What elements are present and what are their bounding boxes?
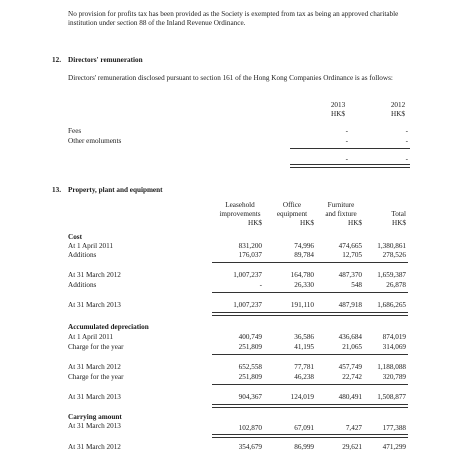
- cell: 904,367: [238, 393, 262, 401]
- cell: 12,705: [342, 251, 362, 259]
- s12-total-2013: -: [345, 155, 348, 163]
- row-label: At 1 April 2011: [68, 333, 114, 341]
- tax-note-paragraph: No provision for profits tax has been provided as the Society is exempted from tax as being an approved charitable institution under section 88 of the Inland Revenue Ordinance.: [68, 10, 399, 27]
- cost-2013-line: [212, 292, 408, 293]
- carry-double-line: [212, 434, 408, 438]
- cell: 314,069: [382, 343, 406, 351]
- accum-dep-heading: Accumulated depreciation: [68, 323, 149, 331]
- cell: 1,007,237: [233, 301, 262, 309]
- s12-row-fees-label: Fees: [68, 127, 82, 135]
- s12-total-double-line-2012: [350, 164, 410, 168]
- s12-unit-2012: HK$: [391, 110, 405, 118]
- cell: 874,019: [382, 333, 406, 341]
- s12-unit-2013: HK$: [331, 110, 345, 118]
- header-office-2: equipment: [276, 210, 308, 218]
- cell: 831,200: [238, 242, 262, 250]
- s12-row-emoluments-2013: -: [345, 137, 348, 145]
- row-label: At 31 March 2012: [68, 271, 121, 279]
- cell: 487,918: [338, 301, 362, 309]
- cell: 1,007,237: [233, 271, 262, 279]
- cell: 164,780: [290, 271, 314, 279]
- cell: 26,878: [386, 281, 406, 289]
- cell: -: [259, 281, 262, 289]
- header-office-1: Office: [282, 201, 302, 209]
- cell: 26,330: [294, 281, 314, 289]
- cell: 124,019: [290, 393, 314, 401]
- cost-total-double-line: [212, 312, 408, 316]
- s12-row-emoluments-2012: -: [405, 137, 408, 145]
- cell: 652,558: [238, 363, 262, 371]
- cell: 1,508,877: [377, 393, 406, 401]
- section-12-title: Directors' remuneration: [68, 56, 143, 64]
- row-label: Additions: [68, 281, 97, 289]
- carrying-heading: Carrying amount: [68, 413, 122, 421]
- dep-total-double-line: [212, 404, 408, 408]
- cell: 89,784: [294, 251, 314, 259]
- section-13-number: 13.: [52, 186, 61, 194]
- cost-2012-line: [212, 262, 408, 263]
- s12-row-fees-2012: -: [405, 127, 408, 135]
- cell: 251,809: [238, 373, 262, 381]
- cell: 1,380,861: [377, 242, 406, 250]
- cell: 191,110: [290, 301, 314, 309]
- header-total-1: Total: [391, 210, 406, 218]
- header-total-unit: HK$: [392, 219, 406, 227]
- header-furniture-1: Furniture: [327, 201, 355, 209]
- cell: 278,526: [382, 251, 406, 259]
- cost-heading: Cost: [68, 233, 82, 241]
- cell: 487,370: [338, 271, 362, 279]
- header-leasehold-unit: HK$: [248, 219, 262, 227]
- cell: 7,427: [345, 424, 362, 432]
- cell: 22,742: [342, 373, 362, 381]
- s12-total-2012: -: [405, 155, 408, 163]
- cell: 102,870: [238, 424, 262, 432]
- cell: 29,621: [342, 443, 362, 451]
- s12-year-2013: 2013: [330, 101, 346, 109]
- row-label: At 31 March 2012: [68, 443, 121, 451]
- cell: 474,665: [338, 242, 362, 250]
- header-leasehold-1: Leasehold: [225, 201, 255, 209]
- s12-subtotal-line-2013: [290, 148, 350, 149]
- cell: 436,684: [338, 333, 362, 341]
- cell: 67,091: [294, 424, 314, 432]
- cell: 21,065: [342, 343, 362, 351]
- row-label: At 31 March 2013: [68, 422, 121, 430]
- s12-row-fees-2013: -: [345, 127, 348, 135]
- cell: 1,659,387: [377, 271, 406, 279]
- dep-2012-line: [212, 354, 408, 355]
- row-label: At 31 March 2013: [68, 393, 121, 401]
- dep-2013-line: [212, 384, 408, 385]
- section-12-number: 12.: [52, 56, 61, 64]
- header-furniture-2: and fixture: [325, 210, 357, 218]
- section-12-intro: Directors' remuneration disclosed pursuant to section 161 of the Hong Kong Companies Ordinance is as follows:: [68, 74, 393, 82]
- cell: 471,299: [382, 443, 406, 451]
- s12-total-double-line-2013: [290, 164, 350, 168]
- cell: 1,686,265: [377, 301, 406, 309]
- cell: 77,781: [294, 363, 314, 371]
- cell: 457,749: [338, 363, 362, 371]
- cell: 74,996: [294, 242, 314, 250]
- s12-subtotal-line-2012: [350, 148, 410, 149]
- row-label: Charge for the year: [68, 373, 124, 381]
- s12-row-emoluments-label: Other emoluments: [68, 137, 122, 145]
- cell: 480,491: [338, 393, 362, 401]
- row-label: Charge for the year: [68, 343, 124, 351]
- header-leasehold-2: improvements: [219, 210, 261, 218]
- cell: 46,238: [294, 373, 314, 381]
- cell: 176,037: [238, 251, 262, 259]
- cell: 320,789: [382, 373, 406, 381]
- cell: 177,388: [382, 424, 406, 432]
- cell: 251,809: [238, 343, 262, 351]
- header-furniture-unit: HK$: [348, 219, 362, 227]
- cell: 354,679: [238, 443, 262, 451]
- cell: 400,749: [238, 333, 262, 341]
- row-label: Additions: [68, 251, 97, 259]
- row-label: At 31 March 2012: [68, 363, 121, 371]
- cell: 86,999: [294, 443, 314, 451]
- cell: 548: [351, 281, 362, 289]
- section-13-title: Property, plant and equipment: [68, 186, 163, 194]
- s12-year-2012: 2012: [390, 101, 406, 109]
- cell: 36,586: [294, 333, 314, 341]
- row-label: At 31 March 2013: [68, 301, 121, 309]
- cell: 1,188,088: [377, 363, 406, 371]
- cell: 41,195: [294, 343, 314, 351]
- row-label: At 1 April 2011: [68, 242, 114, 250]
- header-office-unit: HK$: [300, 219, 314, 227]
